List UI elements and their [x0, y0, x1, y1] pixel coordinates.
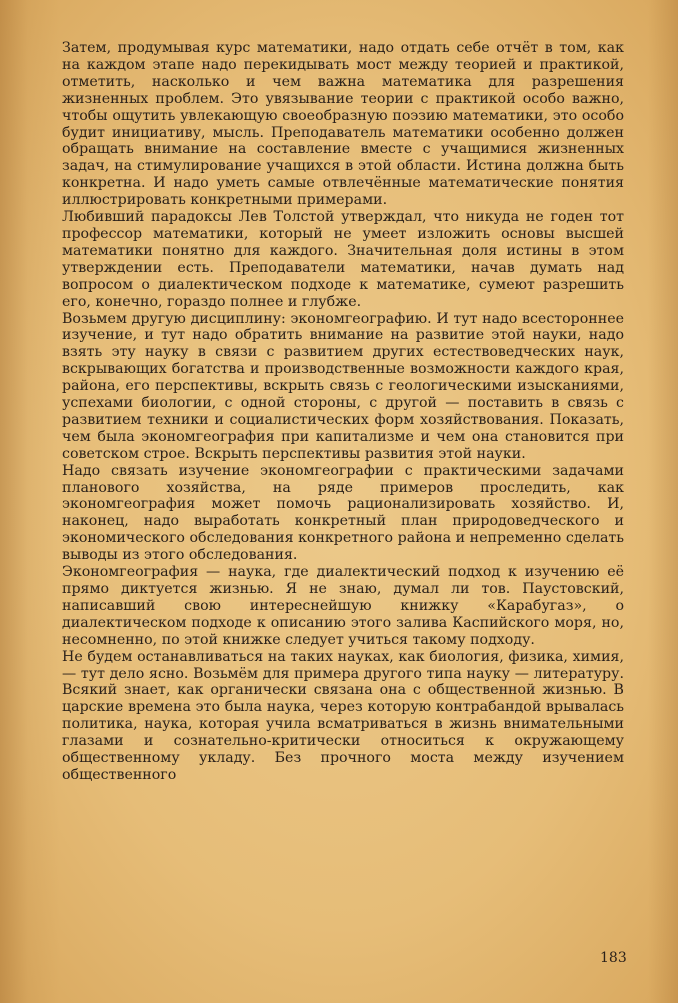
page-body-text — [62, 40, 624, 784]
paragraph-3: Возьмем другую дисциплину: экономгеографию. И тут надо всестороннее изучение, и тут надо обратить внимание на развитие этой науки, надо взять эту науку в связи с развитием других естествоведческих наук, вскрывающих богатства и производственные возможности каждого края, района, его перспективы, вскрыть связь с геологическими изысканиями, успехами биологии, с одной стороны, с другой — поставить в связь с развитием техники и социалистических форм хозяйствования. Показать, чем была экономгеография при капитализме и чем она становится при советском строе. Вскрыть перспективы развития этой науки. — [62, 310, 624, 462]
paragraph-5: Экономгеография — наука, где диалектический подход к изучению её прямо диктуется жизнью. Я не знаю, думал ли тов. Паустовский, написавший свою интереснейшую книжку «Карабугаз», о диалектическом подходе к описанию этого залива Каспийского моря, но, несомненно, по этой книжке следует учиться такому подходу. — [62, 564, 624, 648]
page-number: 183 — [600, 950, 627, 966]
paragraph-6: Не будем останавливаться на таких науках, как биология, физика, химия, — тут дело ясно. Возьмём для примера другого типа науку — литературу. Всякий знает, как органически связана она с общественной жизнью. В царские времена это была наука, через которую контрабандой врывалась политика, наука, которая учила всматриваться в жизнь внимательными глазами и сознательно-критически относиться к окружающему общественному укладу. Без прочного моста между изучением общественного — [62, 648, 624, 783]
paragraph-1: Затем, продумывая курс математики, надо отдать себе отчёт в том, как на каждом этапе надо перекидывать мост между теорией и практикой, отметить, насколько и чем важна математика для разрешения жизненных проблем. Это увязывание теории с практикой особо важно, чтобы ощутить увлекающую своеобразную поэзию математики, это особо будит инициативу, мысль. Преподаватель математики особенно должен обращать внимание на составление вместе с учащимися жизненных задач, на стимулирование учащихся в этой области. Истина должна быть конкретна. И надо уметь самые отвлечённые математические понятия иллюстрировать конкретными примерами. — [62, 40, 624, 209]
paragraph-4: Надо связать изучение экономгеографии с практическими задачами планового хозяйства, на ряде примеров проследить, как экономгеография может помочь рационализировать хозяйство. И, наконец, надо выработать конкретный план природоведческого и экономического обследования конкретного района и непременно сделать выводы из этого обследования. — [62, 462, 624, 564]
paragraph-2: Любивший парадоксы Лев Толстой утверждал, что никуда не годен тот профессор математики, который не умеет изложить основы высшей математики понятно для каждого. Значительная доля истины в этом утверждении есть. Преподаватели математики, начав думать над вопросом о диалектическом подходе к математике, сумеют разрешить его, конечно, гораздо полнее и глубже. — [62, 209, 624, 310]
